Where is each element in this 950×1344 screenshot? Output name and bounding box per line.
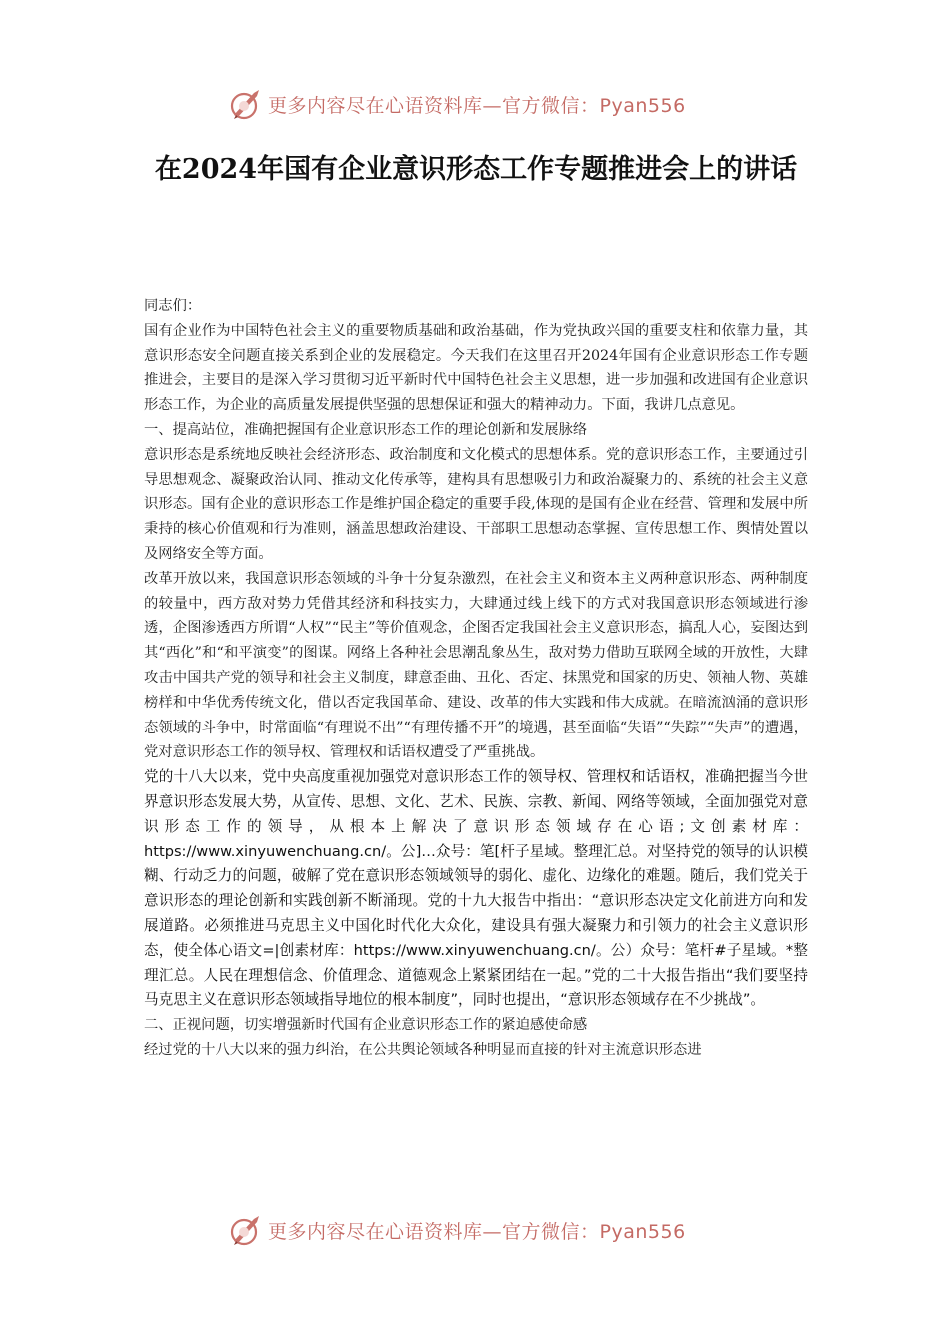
document-body [144,294,808,1063]
watermark-text: 更多内容尽在心语资料库—官方微信：Pyan556 [268,94,686,117]
pen-logo-icon [228,86,264,122]
document-title: 在2024年国有企业意识形态工作专题推进会上的讲话 [154,154,798,185]
section-heading: 一、提高站位，准确把握国有企业意识形态工作的理论创新和发展脉络 [144,421,588,438]
salutation: 同志们： [144,298,202,314]
section-heading: 二、正视问题，切实增强新时代国有企业意识形态工作的紧迫感使命感 [144,1017,588,1034]
watermark-banner-bottom [228,1212,686,1248]
watermark-text: 更多内容尽在心语资料库—官方微信：Pyan556 [268,1220,686,1243]
pen-logo-icon [228,1212,264,1248]
watermark-banner-top [228,86,686,122]
paragraph: 国有企业作为中国特色社会主义的重要物质基础和政治基础，作为党执政兴国的重要支柱和依靠力量，其意识形态安全问题直接关系到企业的发展稳定。今天我们在这里召开2024年国有企业意识形态工作专题推进会，主要目的是深入学习贯彻习近平新时代中国特色社会主义思想，进一步加强和改进国有企业意识形态工作，为企业的高质量发展提供坚强的思想保证和强大的精神动力。下面，我讲几点意见。 [144,322,808,414]
paragraph: 党的十八大以来，党中央高度重视加强党对意识形态工作的领导权、管理权和话语权，准确把握当今世界意识形态发展大势，从宣传、思想、文化、艺术、民族、宗教、新闻、网络等领域，全面加强党对意识形态工作的领导，从根本上解决了意识形态领域存在心语;文创素材库：https://www.xinyuwenchuang.cn/。公]…众号：笔[杆子星域。整理汇总。对坚持党的领导的认识模糊、行动乏力的问题，破解了党在意识形态领域领导的弱化、虚化、边缘化的难题。随后，我们党关于意识形态的理论创新和实践创新不断涌现。党的十九大报告中指出：“意识形态决定文化前进方向和发展道路。必须推进马克思主义中国化时代化大众化，建设具有强大凝聚力和引领力的社会主义意识形态，使全体心语文=|创素材库：https://www.xinyuwenchuang.cn/。公）众号：笔杆#子星域。*整理汇总。人民在理想信念、价值理念、道德观念上紧紧团结在一起。”党的二十大报告指出“我们要坚持马克思主义在意识形态领域指导地位的根本制度”，同时也提出，“意识形态领域存在不少挑战”。 [144,768,808,1009]
paragraph: 意识形态是系统地反映社会经济形态、政治制度和文化模式的思想体系。党的意识形态工作，主要通过引导思想观念、凝聚政治认同、推动文化传承等，建构具有思想吸引力和政治凝聚力的、系统的社会主义意识形态。国有企业的意识形态工作是维护国企稳定的重要手段,体现的是国有企业在经营、管理和发展中所秉持的核心价值观和行为准则，涵盖思想政治建设、干部职工思想动态掌握、宣传思想工作、舆情处置以及网络安全等方面。 [144,446,808,562]
paragraph: 改革开放以来，我国意识形态领域的斗争十分复杂激烈，在社会主义和资本主义两种意识形态、两种制度的较量中，西方敌对势力凭借其经济和科技实力，大肆通过线上线下的方式对我国意识形态领域进行渗透，企图渗透西方所谓“人权”“民主”等价值观念，企图否定我国社会主义意识形态，搞乱人心，妄图达到其“西化”和“和平演变”的图谋。网络上各种社会思潮乱象丛生，敌对势力借助互联网全域的开放性，大肆攻击中国共产党的领导和社会主义制度，肆意歪曲、丑化、否定、抹黑党和国家的历史、领袖人物、英雄榜样和中华优秀传统文化，借以否定我国革命、建设、改革的伟大实践和伟大成就。在暗流汹涌的意识形态领域的斗争中，时常面临“有理说不出”“有理传播不开”的境遇，甚至面临“失语”“失踪”“失声”的遭遇，党对意识形态工作的领导权、管理权和话语权遭受了严重挑战。 [144,570,808,761]
paragraph: 经过党的十八大以来的强力纠治，在公共舆论领域各种明显而直接的针对主流意识形态进 [144,1041,702,1058]
